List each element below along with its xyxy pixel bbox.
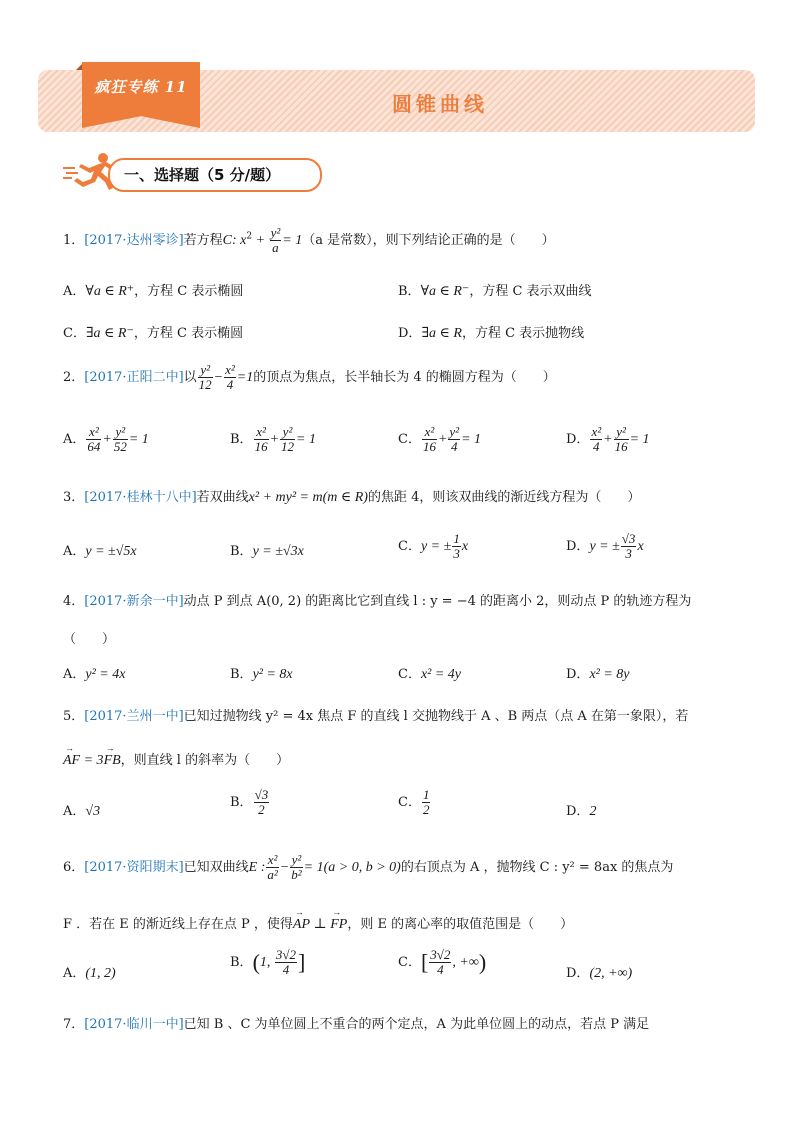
option-d[interactable]: D． $\frac{\text{x²}}{4}$ + $\frac{\text{y²}}{16}$ = 1 xyxy=(566,424,650,454)
option-c[interactable]: C． $\frac{1}{2}$ xyxy=(398,787,430,817)
option-d[interactable]: D．(2, +∞) xyxy=(566,966,633,981)
option-a[interactable]: A．√3 xyxy=(63,804,101,819)
option-a[interactable]: A． $\frac{\text{x²}}{64}$ + $\frac{\text{y²}}{52}$ = 1 xyxy=(63,424,149,454)
option-b[interactable]: B．∀a ∈ R⁻，方程 C 表示双曲线 xyxy=(398,284,592,299)
question-number: 1． xyxy=(63,233,85,248)
option-c[interactable]: C． $\frac{\text{x²}}{16}$ + $\frac{\text{y²}}{4}$ = 1 xyxy=(398,424,482,454)
option-a[interactable]: A．(1, 2) xyxy=(63,966,116,981)
question-source: [2017·达州零诊] xyxy=(84,233,184,248)
option-b[interactable]: B． $\frac{√3}{2}$ xyxy=(230,787,269,817)
option-b[interactable]: B．y² = 8x xyxy=(230,667,293,682)
question-1: 1．[2017·达州零诊]若方程C: $x^2$ + $\frac{\text{y²}}{a}$ = 1（a 是常数），则下列结论正确的是（ ） xyxy=(63,225,555,255)
question-7: 7．[2017·临川一中]已知 B 、C 为单位圆上不重合的两个定点，A 为此单位圆上的动点，若点 P 满足 xyxy=(63,1017,650,1032)
question-source: [2017·桂林十八中] xyxy=(84,490,197,505)
fraction: $\frac{\text{x²}}{4}$ xyxy=(225,362,235,392)
question-2: 2．[2017·正阳二中]以 $\frac{\text{y²}}{12}$ − $\frac{\text{x²}}{4}$ =1的顶点为焦点，长半轴长为 4 的椭圆方程为（ ） xyxy=(63,362,556,392)
question-5: 5．[2017·兰州一中]已知过抛物线 y² = 4x 焦点 F 的直线 l 交抛物线于 A 、B 两点（点 A 在第一象限），若 xyxy=(63,709,689,724)
vector: → AP xyxy=(293,917,310,933)
option-a[interactable]: A．y² = 4x xyxy=(63,667,126,682)
fraction: $\frac{\text{y²}}{12}$ xyxy=(198,362,212,392)
option-b[interactable]: B． $\frac{\text{x²}}{16}$ + $\frac{\text{y²}}{12}$ = 1 xyxy=(230,424,316,454)
question-6-cont: F ．若在 E 的渐近线上存在点 P ，使得→ AP ⊥ → FP，则 E 的离心率的取值范围是（ ） xyxy=(63,913,573,933)
question-source: [2017·新余一中] xyxy=(84,594,184,609)
question-text: （a 是常数），则下列结论正确的是（ ） xyxy=(302,233,555,248)
section-title: 一、选择题（5 分/题） xyxy=(124,166,281,184)
option-c[interactable]: C．[ $\frac{3√2}{4}$ , +∞) xyxy=(398,947,487,977)
option-d[interactable]: D．x² = 8y xyxy=(566,667,630,682)
math-expression: x² + my² = m(m ∈ R) xyxy=(248,490,368,505)
vector: → AF xyxy=(63,753,80,769)
question-source: [2017·正阳二中] xyxy=(84,370,184,385)
question-6: 6．[2017·资阳期末]已知双曲线E : $\frac{\text{x²}}{\text{a²}}$ − $\frac{\text{y²}}{\text{b²}}$ = 1(a > 0, b > 0)的右顶点为 A ，抛物线 C : y² = 8ax 的焦点为 xyxy=(63,852,674,882)
question-source: [2017·临川一中] xyxy=(84,1017,184,1032)
option-d[interactable]: D．∃a ∈ R，方程 C 表示抛物线 xyxy=(398,326,585,341)
option-c[interactable]: C．x² = 4y xyxy=(398,667,462,682)
fraction: $\frac{\text{y²}}{a}$ xyxy=(270,225,281,255)
option-d[interactable]: D．2 xyxy=(566,804,597,819)
option-b[interactable]: B．y = ±√3x xyxy=(230,544,304,559)
vector: → FB xyxy=(104,753,121,769)
option-c[interactable]: C．∃a ∈ R⁻，方程 C 表示椭圆 xyxy=(63,326,244,341)
option-b[interactable]: B．(1, $\frac{3√2}{4}$ ] xyxy=(230,947,306,977)
page-title: 圆锥曲线 xyxy=(392,92,488,116)
question-source: [2017·兰州一中] xyxy=(84,709,184,724)
question-4: 4．[2017·新余一中]动点 P 到点 A(0, 2) 的距离比它到直线 l : y = −4 的距离小 2，则动点 P 的轨迹方程为 xyxy=(63,594,692,609)
option-d[interactable]: D．y = ± $\frac{√3}{3}$ x xyxy=(566,531,644,561)
question-source: [2017·资阳期末] xyxy=(84,860,184,875)
option-a[interactable]: A．∀a ∈ R⁺，方程 C 表示椭圆 xyxy=(63,284,244,299)
question-4-cont: （ ） xyxy=(63,632,116,647)
question-text: 若方程 xyxy=(183,233,223,248)
math-expression: C: x xyxy=(222,233,247,248)
option-c[interactable]: C．y = ± $\frac{1}{3}$ x xyxy=(398,531,469,561)
ribbon-label: 疯狂专练 11 xyxy=(94,78,188,96)
option-a[interactable]: A．y = ±√5x xyxy=(63,544,137,559)
vector: → FP xyxy=(330,917,347,933)
question-3: 3．[2017·桂林十八中]若双曲线x² + my² = m(m ∈ R)的焦距 4，则该双曲线的渐近线方程为（ ） xyxy=(63,490,641,505)
question-5-cont: → AF = 3→ FB，则直线 l 的斜率为（ ） xyxy=(63,749,289,769)
